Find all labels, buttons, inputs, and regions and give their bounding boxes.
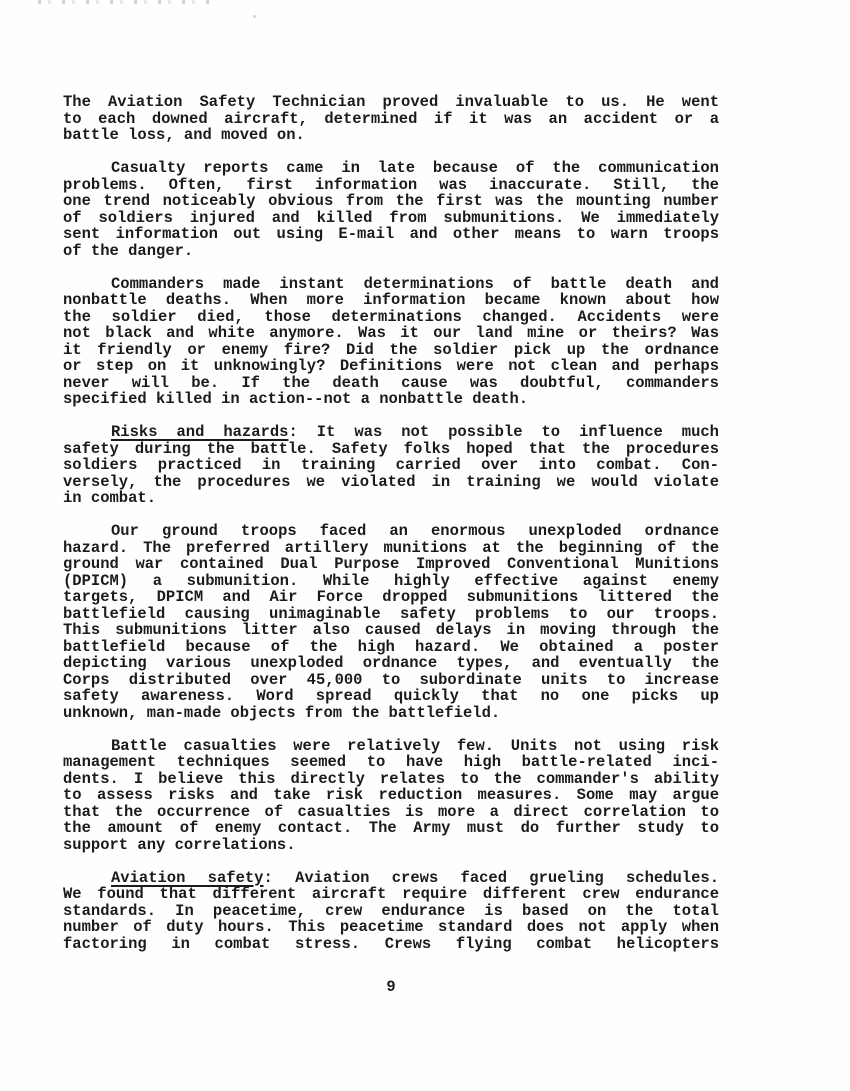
paragraph-battle-casualties [63, 738, 719, 854]
text-line [63, 738, 719, 755]
paragraph-indent [63, 435, 111, 436]
text-line: specified killed in action--not a nonbattle death. [63, 390, 529, 408]
text-line: not black and white anymore. Was it our land mine or theirs? Was [63, 324, 719, 342]
text-line [63, 523, 719, 540]
text-line: unknown, man-made objects from the battlefield. [63, 703, 501, 722]
text-line: or step on it unknowingly? Definitions were not clean and perhaps [63, 357, 719, 375]
paragraph-indent [63, 171, 111, 172]
text-line-content: : Aviation crews faced grueling schedules. [263, 868, 719, 887]
text-line: it friendly or enemy fire? Did the soldier pick up the ordnance [63, 340, 719, 359]
text-line-content: Battle casualties were relatively few. Units not using risk [111, 736, 719, 755]
text-line: management techniques seemed to have high battle-related inci- [63, 753, 719, 771]
text-line: nonbattle deaths. When more information became known about how [63, 291, 719, 309]
text-line: battlefield causing unimaginable safety problems to our troops. [63, 604, 719, 623]
text-line [63, 424, 719, 441]
text-line: the amount of enemy contact. The Army must do further study to [63, 819, 719, 837]
text-line: to each downed aircraft, determined if it was an accident or a [63, 109, 719, 128]
paragraph-indent [63, 287, 111, 288]
text-line-content: Casualty reports came in late because of the communication [111, 159, 719, 177]
text-line: Corps distributed over 45,000 to subordinate units to increase [63, 670, 719, 689]
paragraph-indent [63, 881, 111, 882]
text-line: one trend noticeably obvious from the first was the mounting number [63, 192, 719, 210]
text-line: factoring in combat stress. Crews flying combat helicopters [63, 934, 719, 953]
text-line [63, 870, 719, 887]
text-line: sent information out using E-mail and other means to warn troops [63, 225, 719, 243]
text-line: depicting various unexploded ordnance types, and eventually the [63, 654, 719, 672]
text-line: battlefield because of the high hazard. We obtained a poster [63, 637, 719, 656]
text-line: versely, the procedures we violated in training we would violate [63, 472, 719, 491]
scan-artifact [38, 0, 213, 4]
scan-speckle [253, 15, 256, 18]
text-line: safety awareness. Word spread quickly that no one picks up [63, 687, 719, 705]
paragraph-commanders-determinations [63, 276, 719, 408]
section-heading-risks-and-hazards: Risks and hazards [111, 423, 289, 441]
text-line: (DPICM) a submunition. While highly effective against enemy [63, 571, 719, 590]
text-line: dents. I believe this directly relates to the commander's ability [63, 769, 719, 788]
paragraph-indent [63, 534, 111, 535]
section-heading-aviation-safety: Aviation safety [111, 868, 264, 887]
paragraph-casualty-reports [63, 160, 719, 259]
text-line: that the occurrence of casualties is more a direct correlation to [63, 802, 719, 821]
text-line: The Aviation Safety Technician proved invaluable to us. He went [63, 93, 719, 111]
text-line: never will be. If the death cause was doubtful, commanders [63, 373, 719, 392]
text-line: of the danger. [63, 241, 194, 260]
text-line: the soldier died, those determinations changed. Accidents were [63, 307, 719, 326]
text-line: problems. Often, first information was inaccurate. Still, the [63, 175, 719, 194]
text-line: soldiers practiced in training carried over into combat. Con- [63, 456, 719, 474]
paragraph-aviation-technician [63, 94, 719, 144]
text-line: number of duty hours. This peacetime standard does not apply when [63, 918, 719, 936]
text-line: to assess risks and take risk reduction measures. Some may argue [63, 786, 719, 804]
paragraph-risks-and-hazards [63, 424, 719, 507]
text-line: We found that different aircraft require different crew endurance [63, 885, 719, 903]
paragraph-aviation-safety [63, 870, 719, 953]
text-line: This submunitions litter also caused delays in moving through the [63, 621, 719, 639]
text-line [63, 160, 719, 177]
text-line-content: : It was not possible to influence much [288, 423, 719, 441]
text-line: of soldiers injured and killed from submunitions. We immediately [63, 208, 719, 227]
text-line: hazard. The preferred artillery munitions at the beginning of the [63, 538, 719, 557]
text-line: standards. In peacetime, crew endurance is based on the total [63, 901, 719, 920]
text-line: targets, DPICM and Air Force dropped submunitions littered the [63, 588, 719, 606]
text-line: battle loss, and moved on. [63, 126, 305, 144]
text-line: support any correlations. [63, 835, 296, 854]
text-line: in combat. [63, 489, 157, 507]
text-line: safety during the battle. Safety folks hoped that the procedures [63, 439, 719, 458]
paragraph-unexploded-ordnance [63, 523, 719, 721]
paragraph-indent [63, 749, 111, 750]
text-line [63, 276, 719, 293]
text-line-content: Commanders made instant determinations of battle death and [111, 274, 719, 293]
page-content [63, 94, 719, 952]
text-line-content: Our ground troops faced an enormous unexploded ordnance [111, 522, 719, 540]
text-line: ground war contained Dual Purpose Improved Conventional Munitions [63, 555, 719, 573]
page-number: 9 [386, 978, 396, 996]
